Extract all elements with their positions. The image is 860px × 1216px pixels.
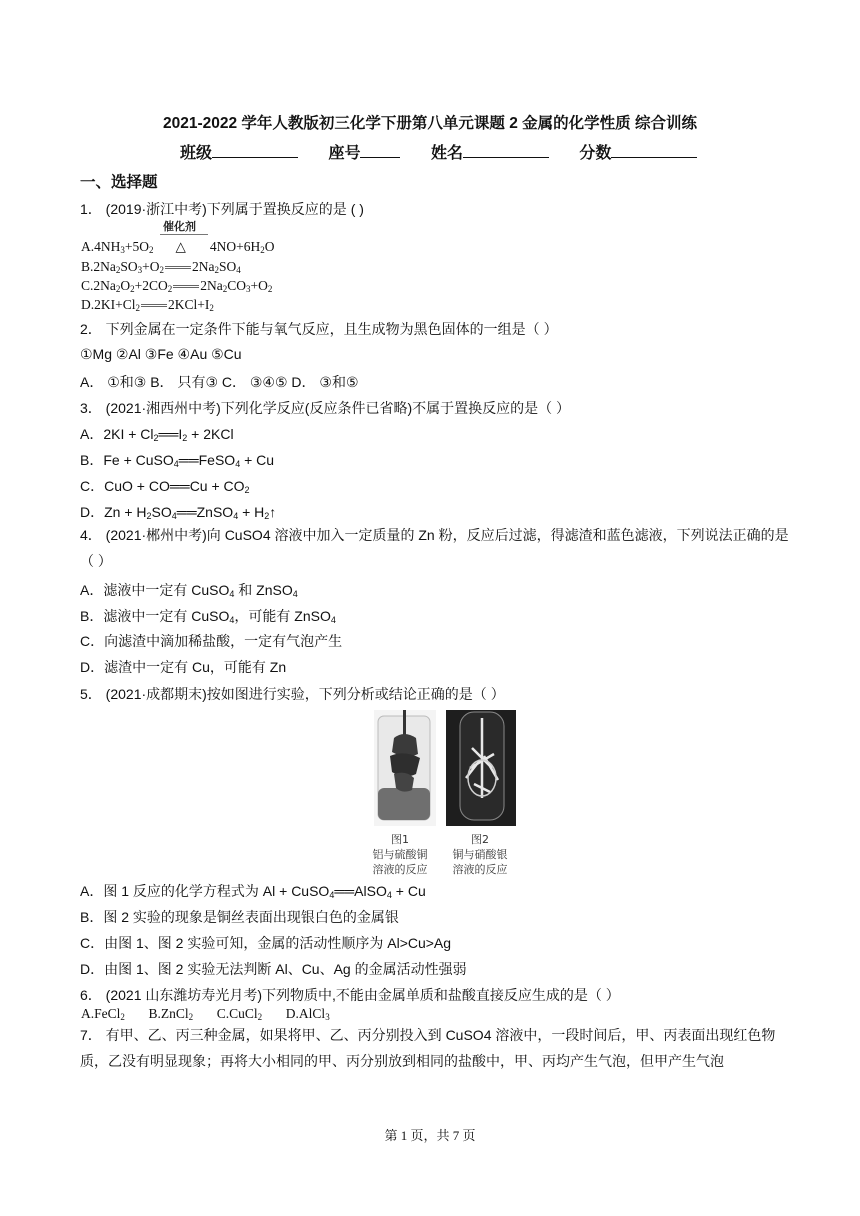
question-4-stem: 4． (2021·郴州中考)向 CuSO4 溶液中加入一定质量的 Zn 粉，反应后过滤，得滤渣和蓝色滤液，下列说法正确的是（ ） — [80, 527, 789, 569]
question-5-option-c: C．由图 1、图 2 实验可知，金属的活动性顺序为 Al>Cu>Ag — [80, 935, 452, 951]
seat-blank[interactable] — [360, 143, 400, 158]
question-1-option-b: $B.2Na_2SO_3+O_2$ $2Na_2SO_4$ — [81, 259, 241, 275]
page-footer: 第 1 页，共 7 页 — [384, 1128, 476, 1143]
question-6-stem: 6． (2021 山东潍坊寿光月考)下列物质中,不能由金属单质和盐酸直接反应生成的是（ ） — [80, 987, 620, 1003]
question-3-option-c: C．CuO + CO══Cu + $CO_2$ — [80, 478, 250, 495]
delta-symbol: △ — [175, 239, 186, 254]
question-1-option-a: $A.4NH_3+5O_2$ △ $4NO+6H_2O$ — [81, 239, 275, 255]
class-label: 班级 — [180, 145, 213, 162]
question-6-options: A.FeCl$_2$ B.ZnCl$_2$ C.CuCl$_2$ D.AlCl$_3$ — [81, 1006, 330, 1022]
seat-label: 座号 — [328, 145, 361, 162]
student-info-row — [180, 140, 697, 163]
question-5-option-d: D．由图 1、图 2 实验无法判断 Al、Cu、Ag 的金属活动性强弱 — [80, 961, 467, 977]
figure-1-caption: 图1 铝与硫酸铜 溶液的反应 — [372, 833, 428, 876]
name-blank[interactable] — [463, 143, 549, 158]
question-1-option-d: $D.2KI+Cl_2$ $2KCl+I_2$ — [81, 297, 214, 313]
score-blank[interactable] — [611, 143, 697, 158]
experiment-figure — [360, 708, 520, 876]
question-1-option-c: $C.2Na_2O_2+2CO_2$ $2Na_2CO_3+O_2$ — [81, 278, 273, 294]
question-5-option-b: B．图 2 实验的现象是铜丝表面出现银白色的金属银 — [80, 909, 399, 925]
question-4-option-c: C．向滤渣中滴加稀盐酸，一定有气泡产生 — [80, 633, 343, 649]
score-label: 分数 — [579, 145, 612, 162]
question-5-stem: 5． (2021·成都期末)按如图进行实验，下列分析或结论正确的是（ ） — [80, 686, 505, 702]
catalyst-label: 催化剂 — [163, 221, 196, 233]
question-7-stem: 7． 有甲、乙、丙三种金属，如果将甲、乙、丙分别投入到 CuSO4 溶液中，一段时间后，甲、丙表面出现红色物质，乙没有明显现象；再将大小相同的甲、丙分别放到相同的盐酸中，甲、丙均产生气泡，但甲产生气泡 — [80, 1027, 776, 1069]
question-3-stem: 3． (2021·湘西州中考)下列化学反应(反应条件已省略)不属于置换反应的是（ ） — [80, 400, 571, 416]
question-2-stem: 2． 下列金属在一定条件下能与氧气反应，且生成物为黑色固体的一组是（ ） — [80, 321, 558, 337]
question-3-option-a: A．$2KI + Cl_2══I_2 + 2KCl$ — [80, 426, 234, 443]
question-5-option-a: A．图 1 反应的化学方程式为 Al + CuSO$_4$══AlSO$_4$ + Cu — [80, 883, 426, 900]
question-2-options: A． ①和③ B． 只有③ C． ③④⑤ D． ③和⑤ — [80, 374, 359, 390]
question-4-option-b: B．滤液中一定有 CuSO$_4$，可能有 ZnSO$_4$ — [80, 608, 336, 625]
figure-2-caption: 图2 铜与硝酸银 溶液的反应 — [452, 833, 508, 876]
question-4-option-d: D．滤渣中一定有 Cu，可能有 Zn — [80, 659, 287, 675]
question-2-items: ①Mg ②Al ③Fe ④Au ⑤Cu — [80, 346, 242, 362]
page-title: 2021-2022 学年人教版初三化学下册第八单元课题 2 金属的化学性质 综合训练 — [163, 115, 697, 132]
catalyst-rule — [160, 234, 208, 235]
question-1-stem: 1． (2019·浙江中考)下列属于置换反应的是 ( ) — [80, 201, 364, 217]
class-blank[interactable] — [212, 143, 298, 158]
question-3-option-d: D．$Zn + H_2SO_4══ZnSO_4$ + $H_2↑$ — [80, 504, 277, 521]
name-label: 姓名 — [430, 145, 463, 162]
question-4-option-a: A．滤液中一定有 CuSO$_4$ 和 ZnSO$_4$ — [80, 582, 298, 599]
test-tube-photos — [360, 708, 520, 828]
question-3-option-b: B．Fe + CuSO$_4$══FeSO$_4$ + Cu — [80, 452, 275, 469]
section-heading: 一、选择题 — [80, 174, 158, 191]
